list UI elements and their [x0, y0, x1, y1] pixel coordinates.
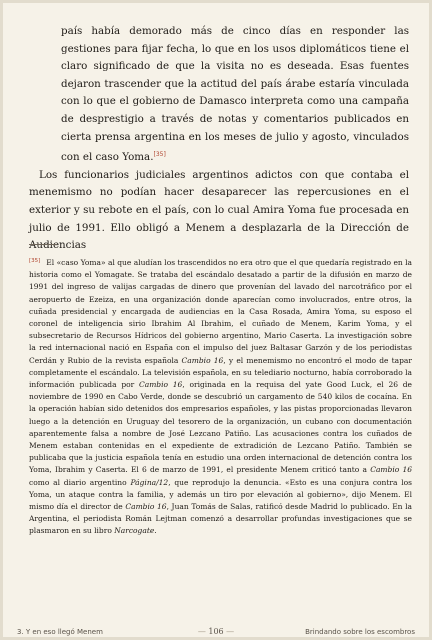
- footnote-mark: [35]: [29, 258, 41, 264]
- indented-quote-block: [29, 23, 409, 167]
- body-paragraph: Los funcionarios judiciales argentinos adictos con que contaba el menemismo no podían hacer desaparecer las repercusiones en el exterior y su rebote en el país, con lo cual Amira Yoma fue procesada en julio de 1991. Ello obligó a Menem a desplazarla de la Dirección de Audiencias: [29, 168, 409, 252]
- footnote-italic-5: Cambio 16: [125, 502, 167, 512]
- footnote-text-2: , y el menemismo no encontró el modo de tapar completamente el escándalo. La televisión española, en su telediario nocturno, había corroborado la información publicada por: [29, 355, 412, 390]
- footnote-italic-3: Cambio 16: [370, 465, 412, 475]
- footnote-text-1: El «caso Yoma» al que aludían los trascendidos no era otro que el que quedaría registrado en la historia como el Yomagate. Se trataba del escándalo desatado a partir de la difusión en marzo de 1991 del ingreso de valijas cargadas de dinero que provenían del lavado del narcotráfico por el aeropuerto de Ezeiza, en una organización donde aparecían como involucrados, entre otros, la cuñada presidencial y encargada de audiencias en la Casa Rosada, Amira Yoma, su esposo el coronel de inteligencia sirio Ibrahim Al Ibrahim, el cuñado de Menem, Karim Yoma, y el subsecretario de Recursos Hídricos del gobierno argentino, Mario Caserta. La investigación sobre la red internacional nació en España con el impulso del juez Baltasar Garzón y de los periodistas Cerdán y Rubio de la revista española: [29, 258, 412, 365]
- footnote-text-7: .: [154, 526, 157, 536]
- footnote-text-6: , Juan Tomás de Salas, ratificó desde Madrid lo publicado. En la Argentina, el periodista Román Lejtman comenzó a desarrollar profundas investigaciones que se plasmaron en su libro: [29, 502, 412, 536]
- footnote-italic-6: Narcogate: [114, 526, 155, 536]
- main-text: [29, 23, 409, 255]
- footnote-italic-1: Cambio 16: [181, 355, 224, 365]
- footnote-italic-4: Página/12: [130, 477, 169, 487]
- footnote: [29, 255, 412, 538]
- footnote-text-5: , que reprodujo la denuncia. «Esto es una conjura contra los Yoma, un ataque contra la familia, y además un tiro por elevación al gobierno», dijo Menem. El mismo día el director de: [29, 477, 413, 512]
- dash-right: —: [223, 627, 235, 636]
- footnote-divider: [29, 244, 57, 245]
- page-footer: [17, 628, 415, 640]
- page-number: 106: [208, 627, 224, 636]
- dash-left: —: [197, 627, 209, 636]
- quote-text: país había demorado más de cinco días en responder las gestiones para fijar fecha, lo que en los usos diplomáticos tiene el claro significado de que la visita no es deseada. Esas fuentes dejaron trascender que la actitud del país árabe estaría vinculada con lo que el gobierno de Damasco interpreta como una campaña de desprestigio a través de notas y comentarios publicados en cierta prensa argentina en los meses de julio y agosto, vinculados con el caso Yoma.: [61, 25, 409, 164]
- footer-book-title: Brindando sobre los escombros: [305, 628, 415, 636]
- footnote-italic-2: Cambio 16: [138, 380, 183, 390]
- footnote-reference[interactable]: [35]: [153, 151, 166, 159]
- quote-paragraph: [61, 23, 409, 167]
- footnote-text-4: como al diario argentino: [29, 477, 131, 487]
- footer-chapter: 3. Y en eso llegó Menem: [17, 628, 103, 636]
- footnote-text-3: , originada en la requisa del yate Good Luck, el 26 de noviembre de 1990 en Cabo Verde, donde se descubrió un cargamento de 540 kilos de cocaína. En la operación habían sido detenidos dos empresarios españoles, y las pistas proporcionadas llevaron luego a la detención en Uruguay del tesorero de la organización, un cubano con documentación aparentemente falsa a nombre de José Lezcano Patiño. Las acusaciones contra los cuñados de Menem estaban contenidas en el expediente de extradición de Lezcano Patiño. También se publicaba que la justicia española tenía en estudio una orden internacional de detención contra los Yoma, Ibrahim y Caserta. El 6 de marzo de 1991, el presidente Menem criticó tanto a: [29, 380, 412, 475]
